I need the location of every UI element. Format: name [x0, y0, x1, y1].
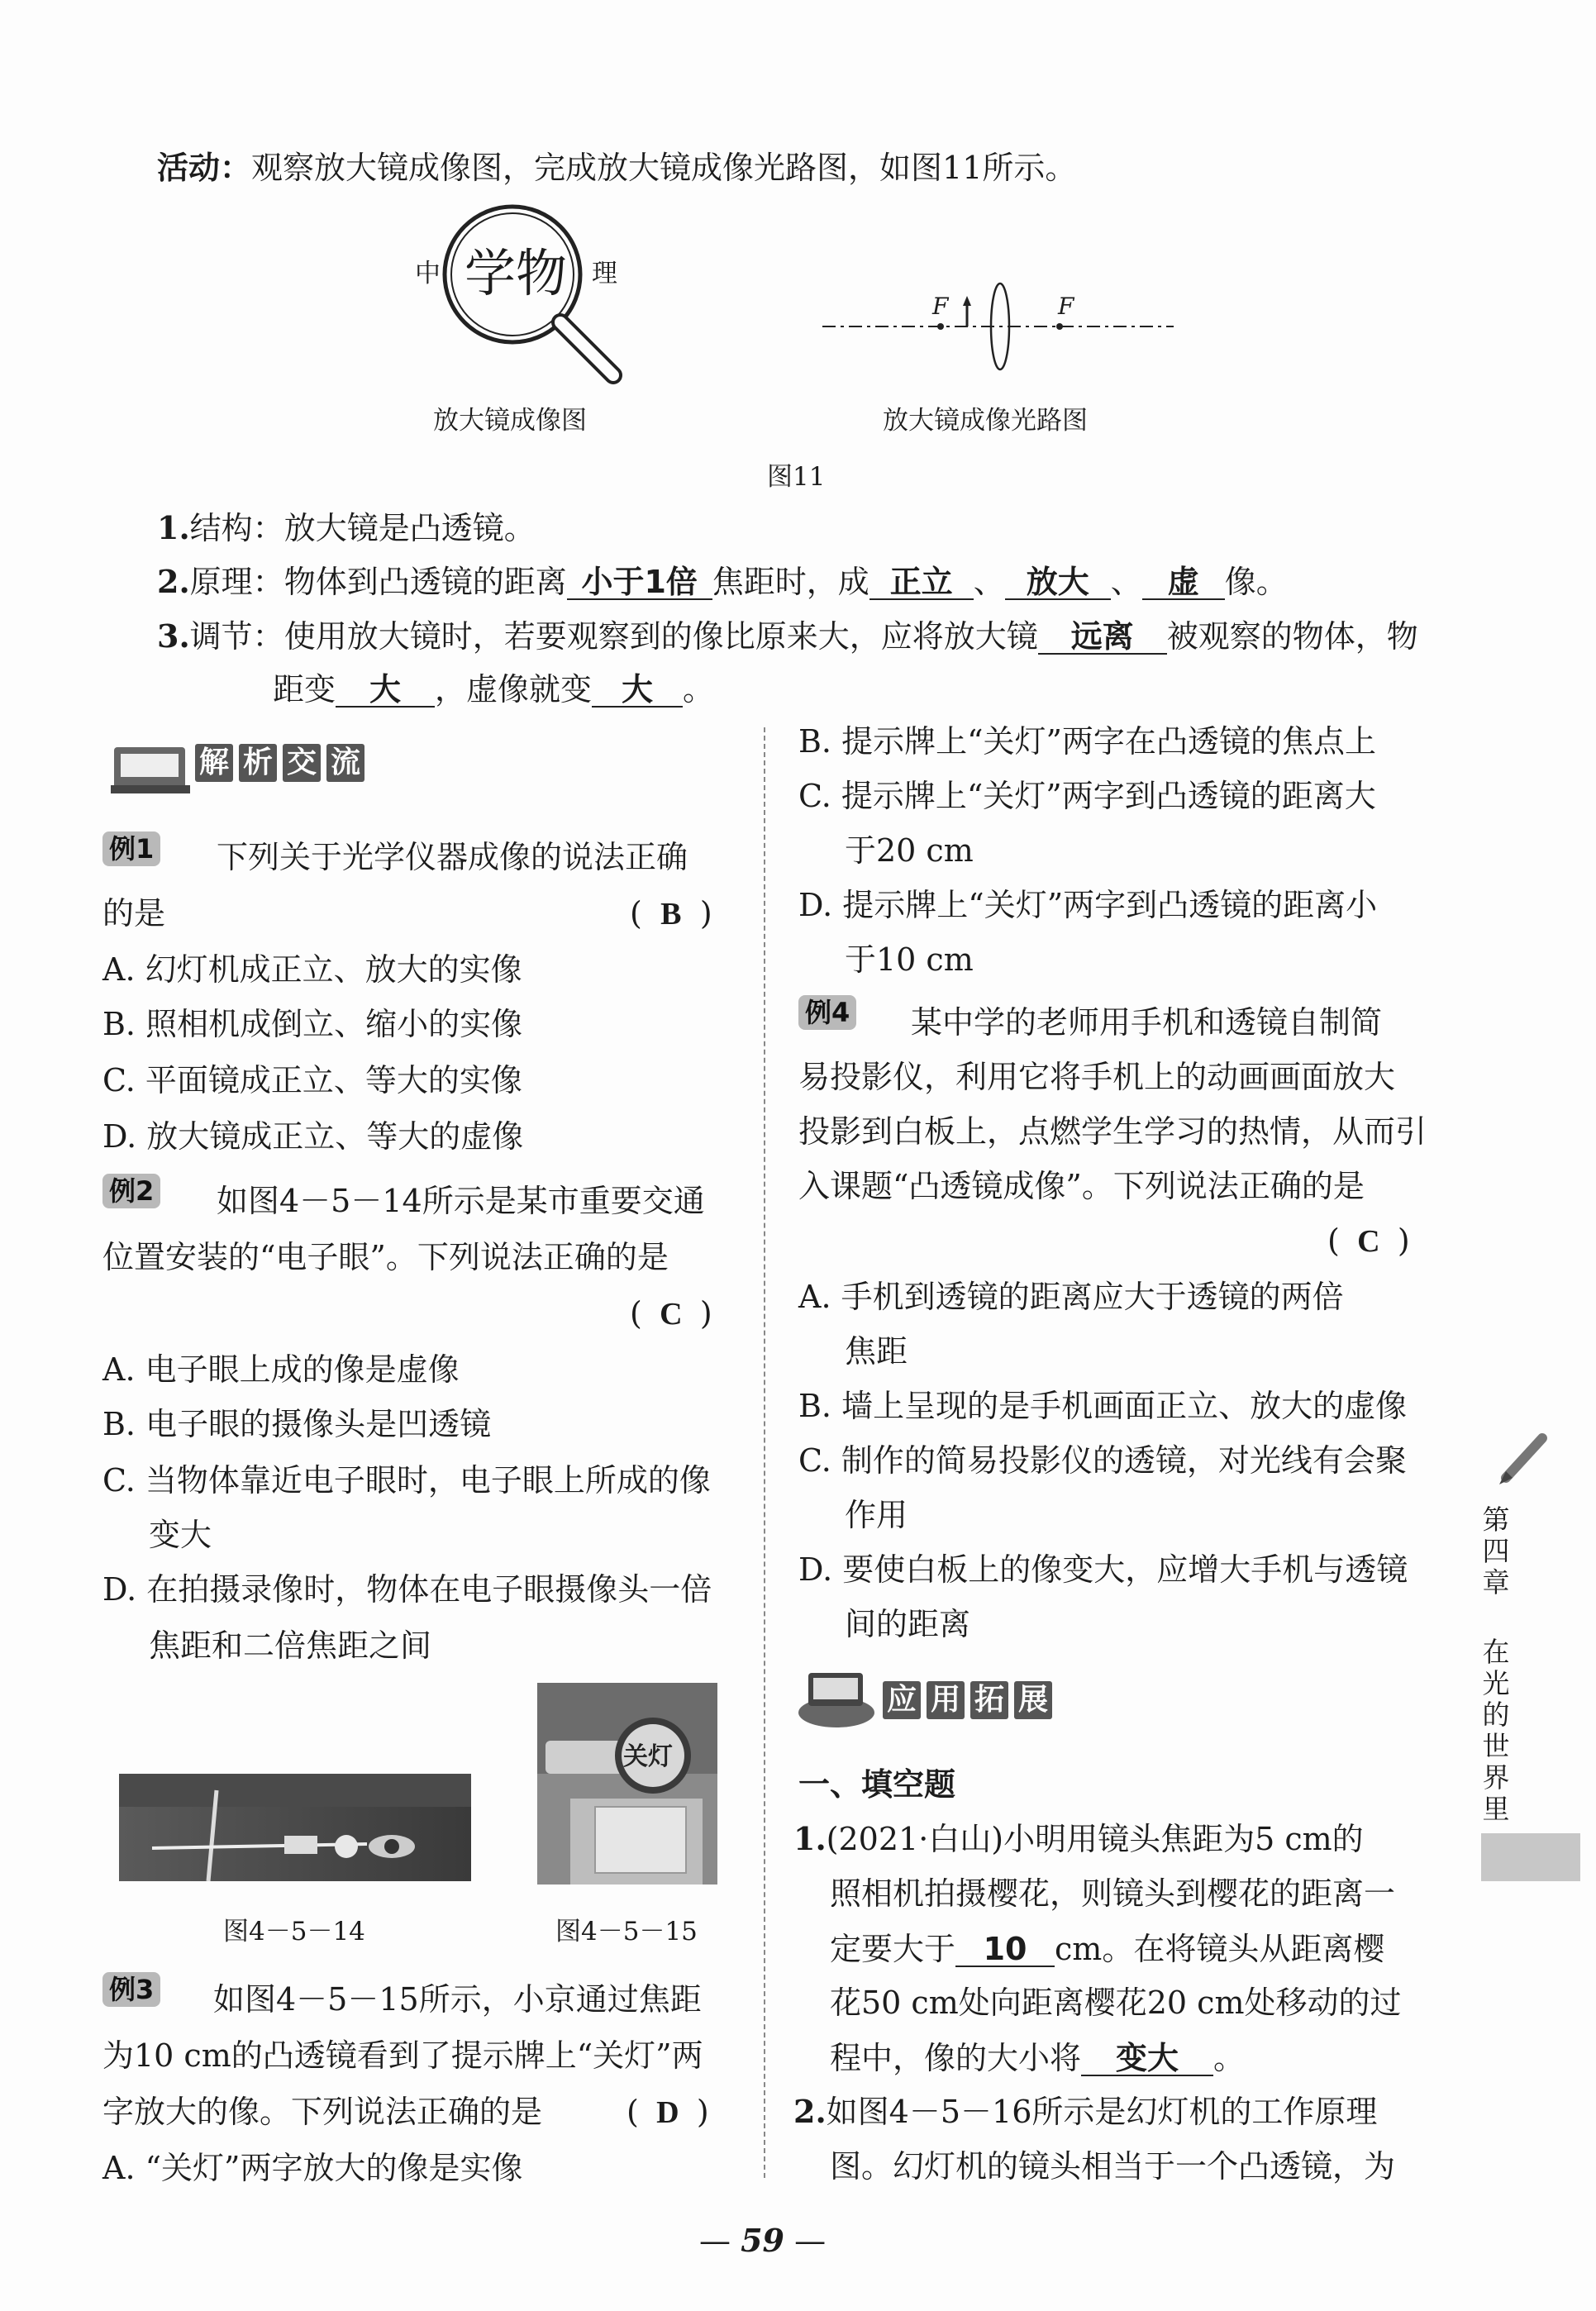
example-3-option: C. 提示牌上“关灯”两字到凸透镜的距离大	[798, 778, 1376, 814]
example-4-option: B. 墙上呈现的是手机画面正立、放大的虚像	[798, 1388, 1408, 1424]
fig11-right-caption: 放大镜成像光路图	[883, 406, 1088, 436]
pencil-icon	[1494, 1428, 1552, 1486]
example-3-option-cont: 于20 cm	[845, 832, 974, 869]
example-3-badge: 例3	[102, 1972, 160, 2007]
focal-label-left: F	[932, 293, 949, 320]
point-3: 3.调节：使用放大镜时，若要观察到的像比原来大，应将放大镜 远离 被观察的物体，物	[157, 617, 1418, 655]
fill-q2: 2.如图4－5－16所示是幻灯机的工作原理	[793, 2093, 1378, 2130]
fig11-left-caption: 放大镜成像图	[433, 406, 587, 436]
example-1-option: A. 幻灯机成正立、放大的实像	[102, 951, 522, 988]
point-2: 2.原理：物体到凸透镜的距离 小于1倍 焦距时，成 正立 、 放大 、 虚 像。	[157, 563, 1288, 600]
figure-4-5-15-photo	[537, 1683, 717, 1885]
point-1: 1.结构：放大镜是凸透镜。	[157, 509, 536, 546]
example-1-option: D. 放大镜成正立、等大的虚像	[102, 1118, 524, 1155]
fig11-title: 图11	[767, 462, 826, 492]
answer-blank: 大	[592, 673, 683, 708]
activity-label: 活动：	[157, 149, 252, 186]
answer-blank: 虚	[1142, 565, 1225, 600]
activity-text: 观察放大镜成像图，完成放大镜成像光路图，如图11所示。	[251, 150, 1077, 186]
example-2-stem: 如图4－5－14所示是某市重要交通	[217, 1183, 705, 1219]
fill-q1-line2: 照相机拍摄樱花，则镜头到樱花的距离一	[830, 1875, 1396, 1912]
answer-blank: 远离	[1038, 620, 1167, 655]
figure-4-5-14-photo	[119, 1774, 471, 1881]
answer-blank: 正立	[869, 565, 974, 600]
example-1-stem-2: 的是	[102, 895, 166, 932]
example-1-option: B. 照相机成倒立、缩小的实像	[102, 1006, 523, 1042]
activity-line	[157, 149, 1077, 186]
page-number: — 59 —	[699, 2222, 827, 2259]
apply-section-title: 应 用 拓 展	[883, 1681, 1058, 1719]
side-chapter: 第四章	[1482, 1503, 1510, 1599]
example-1-badge: 例1	[102, 831, 160, 866]
answer-blank: 大	[336, 673, 435, 708]
fill-q1-line4: 花50 cm处向距离樱花20 cm处移动的过	[830, 1985, 1402, 2021]
example-4-option: C. 制作的简易投影仪的透镜，对光线有会聚	[798, 1442, 1407, 1479]
example-4-badge: 例4	[798, 995, 856, 1030]
example-2-badge: 例2	[102, 1174, 160, 1208]
figure-4-5-14-caption: 图4－5－14	[223, 1917, 365, 1946]
fill-q1-line5: 程中，像的大小将 变大 。	[830, 2040, 1246, 2076]
figure-4-5-15-sign-text: 关灯	[623, 1742, 673, 1771]
example-3-answer: ( D )	[626, 2094, 709, 2130]
example-4-option-cont: 作用	[845, 1497, 908, 1533]
side-tab-marker	[1481, 1833, 1580, 1881]
example-3-option: B. 提示牌上“关灯”两字在凸透镜的焦点上	[798, 723, 1376, 760]
example-3-stem-3: 字放大的像。下列说法正确的是	[102, 2094, 543, 2130]
example-3-option-cont: 于10 cm	[845, 941, 974, 978]
example-3-option: A. “关灯”两字放大的像是实像	[102, 2150, 523, 2186]
fill-q2-line2: 图。幻灯机的镜头相当于一个凸透镜，为	[830, 2148, 1396, 2185]
fill-heading: 一、填空题	[798, 1766, 956, 1803]
example-4-answer: ( C )	[1327, 1222, 1410, 1259]
example-2-answer: ( C )	[630, 1295, 712, 1332]
example-3-option: D. 提示牌上“关灯”两字到凸透镜的距离小	[798, 887, 1378, 923]
apply-section-icon	[797, 1661, 879, 1732]
magnifier-right-char: 理	[592, 259, 617, 288]
example-2-option: C. 当物体靠近电子眼时，电子眼上所成的像	[102, 1462, 711, 1499]
fill-q1-line3: 定要大于 10 cm。在将镜头从距离樱	[830, 1931, 1385, 1967]
example-1-stem: 下列关于光学仪器成像的说法正确	[217, 839, 688, 875]
answer-blank: 小于1倍	[567, 565, 712, 600]
example-4-option: D. 要使白板上的像变大，应增大手机与透镜	[798, 1551, 1408, 1588]
example-2-option-cont: 变大	[149, 1517, 212, 1553]
example-4-stem-4: 入课题“凸透镜成像”。下列说法正确的是	[798, 1168, 1365, 1204]
fill-q1: 1.(2021·白山)小明用镜头焦距为5 cm的	[793, 1820, 1364, 1857]
answer-blank: 放大	[1005, 565, 1111, 600]
example-4-option-cont: 间的距离	[845, 1606, 971, 1642]
example-1-option: C. 平面镜成正立、等大的实像	[102, 1062, 522, 1098]
light-path-figure	[818, 281, 1182, 388]
analysis-section-title: 解 析 交 流	[195, 744, 370, 782]
point-3-line2: 距变 大 ，虚像就变 大 。	[273, 671, 715, 708]
example-2-option: B. 电子眼的摄像头是凹透镜	[102, 1406, 492, 1442]
example-2-option: A. 电子眼上成的像是虚像	[102, 1351, 460, 1388]
example-3-stem: 如图4－5－15所示，小京通过焦距	[213, 1981, 702, 2018]
side-title: 在光的世界里	[1482, 1636, 1510, 1825]
answer-blank: 10	[955, 1932, 1055, 1967]
example-4-option-cont: 焦距	[845, 1333, 908, 1370]
focal-label-right: F	[1058, 293, 1074, 320]
example-3-stem-2: 为10 cm的凸透镜看到了提示牌上“关灯”两	[102, 2037, 703, 2074]
answer-blank: 变大	[1081, 2042, 1213, 2076]
analysis-section-icon	[111, 736, 193, 802]
example-4-stem-3: 投影到白板上，点燃学生学习的热情，从而引	[798, 1113, 1427, 1150]
example-4-stem: 某中学的老师用手机和透镜自制简	[911, 1004, 1383, 1041]
example-2-option: D. 在拍摄录像时，物体在电子眼摄像头一倍	[102, 1571, 712, 1608]
example-2-stem-2: 位置安装的“电子眼”。下列说法正确的是	[102, 1239, 669, 1275]
magnifier-inner-text: 学物	[465, 243, 568, 303]
example-4-option: A. 手机到透镜的距离应大于透镜的两倍	[798, 1279, 1344, 1315]
example-1-answer: ( B )	[630, 895, 712, 932]
example-4-stem-2: 易投影仪，利用它将手机上的动画画面放大	[798, 1059, 1396, 1095]
figure-4-5-15-caption: 图4－5－15	[555, 1917, 698, 1946]
column-divider	[764, 727, 765, 2178]
magnifier-left-char: 中	[415, 259, 441, 288]
example-2-option-cont: 焦距和二倍焦距之间	[149, 1627, 432, 1664]
